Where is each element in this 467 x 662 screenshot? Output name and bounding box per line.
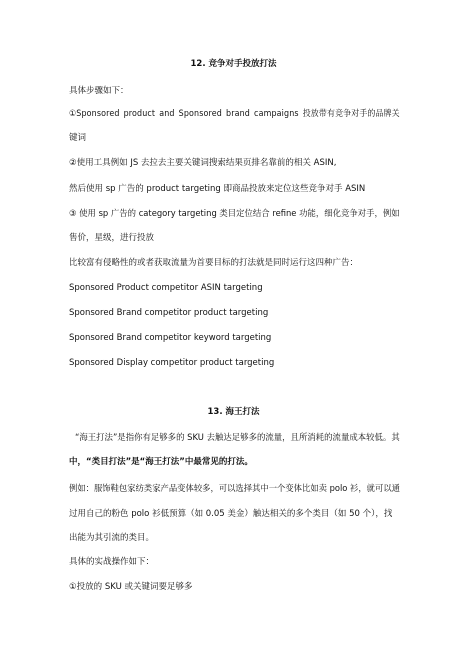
ad-type-line: Sponsored Brand competitor keyword targeting	[69, 333, 272, 343]
paragraph-line: 过用自己的粉色 polo 衫低预算（如 0.05 美金）触达相关的多个类目（如 50 个），找	[69, 509, 393, 519]
paragraph-line: ②使用工具例如 JS 去拉去主要关键词搜索结果页排名靠前的相关 ASIN,	[69, 158, 337, 168]
paragraph-line: 具体的实战操作如下：	[69, 557, 155, 567]
paragraph-line: 键词	[69, 133, 87, 143]
section-13-heading: 13. 海王打法	[207, 407, 260, 417]
paragraph-line: ③ 使用 sp 广告的 category targeting 类目定位结合 refine 功能，细化竞争对手，例如	[69, 209, 400, 219]
paragraph-line-bold: 中，“类目打法”是“海王打法”中最常见的打法。	[69, 457, 253, 467]
paragraph-line: 例如：服饰鞋包家纺类家产品变体较多，可以选择其中一个变体比如卖 polo 衫，就可以通	[69, 484, 400, 494]
paragraph-line: ①投放的 SKU 或关键词要足够多	[69, 582, 193, 592]
paragraph-line: 售价，星级，进行投放	[69, 233, 155, 243]
paragraph-line: ①Sponsored product and Sponsored brand campaigns 投放带有竞争对手的品牌关	[69, 109, 400, 119]
ad-type-line: Sponsored Display competitor product targeting	[69, 358, 275, 368]
paragraph-line: “海王打法”是指你有足够多的 SKU 去触达足够多的流量，且所消耗的流量成本较低。其	[75, 433, 400, 443]
section-12-heading: 12. 竞争对手投放打法	[190, 59, 277, 69]
paragraph-line: 出能为其引流的类目。	[69, 533, 155, 543]
paragraph-line: 具体步骤如下：	[69, 86, 129, 96]
ad-type-line: Sponsored Product competitor ASIN targeting	[69, 283, 263, 293]
paragraph-line: 比较富有侵略性的或者获取流量为首要目标的打法就是同时运行这四种广告：	[69, 258, 359, 268]
paragraph-line: 然后使用 sp 广告的 product targeting 即商品投放来定位这些竞争对手 ASIN	[69, 184, 366, 194]
ad-type-line: Sponsored Brand competitor product targeting	[69, 308, 269, 318]
